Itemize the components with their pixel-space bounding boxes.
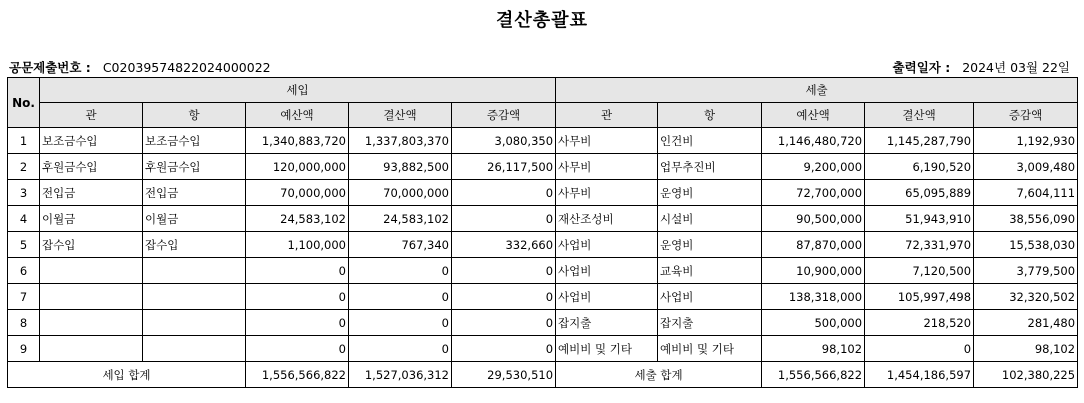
income-settlement: 24,583,102 bbox=[349, 206, 452, 232]
income-diff: 0 bbox=[452, 180, 556, 206]
expense-gwan: 사업비 bbox=[556, 232, 658, 258]
expense-gwan: 사무비 bbox=[556, 128, 658, 154]
header-income-hang: 항 bbox=[143, 103, 246, 128]
expense-gwan: 사무비 bbox=[556, 180, 658, 206]
income-diff: 0 bbox=[452, 284, 556, 310]
row-no: 7 bbox=[8, 284, 40, 310]
table-row bbox=[8, 180, 1078, 206]
table-row bbox=[8, 154, 1078, 180]
income-gwan: 잡수입 bbox=[40, 232, 143, 258]
expense-diff: 7,604,111 bbox=[974, 180, 1078, 206]
income-budget: 0 bbox=[246, 310, 349, 336]
expense-gwan: 사무비 bbox=[556, 154, 658, 180]
expense-settlement: 6,190,520 bbox=[865, 154, 974, 180]
expense-settlement: 0 bbox=[865, 336, 974, 362]
expense-budget: 138,318,000 bbox=[762, 284, 865, 310]
income-budget: 1,340,883,720 bbox=[246, 128, 349, 154]
submission-number bbox=[9, 58, 271, 76]
expense-diff: 3,009,480 bbox=[974, 154, 1078, 180]
expense-diff: 98,102 bbox=[974, 336, 1078, 362]
income-gwan: 이월금 bbox=[40, 206, 143, 232]
income-settlement: 0 bbox=[349, 336, 452, 362]
group-header-row bbox=[8, 78, 1078, 103]
expense-budget: 98,102 bbox=[762, 336, 865, 362]
table-row bbox=[8, 232, 1078, 258]
row-no: 1 bbox=[8, 128, 40, 154]
row-no: 5 bbox=[8, 232, 40, 258]
expense-settlement: 218,520 bbox=[865, 310, 974, 336]
income-budget: 24,583,102 bbox=[246, 206, 349, 232]
expense-gwan: 잡지출 bbox=[556, 310, 658, 336]
header-income-budget: 예산액 bbox=[246, 103, 349, 128]
expense-total-diff: 102,380,225 bbox=[974, 362, 1078, 388]
expense-settlement: 1,145,287,790 bbox=[865, 128, 974, 154]
header-income: 세입 bbox=[40, 78, 556, 103]
expense-budget: 90,500,000 bbox=[762, 206, 865, 232]
header-expense-settlement: 결산액 bbox=[865, 103, 974, 128]
expense-settlement: 65,095,889 bbox=[865, 180, 974, 206]
income-hang: 이월금 bbox=[143, 206, 246, 232]
row-no: 8 bbox=[8, 310, 40, 336]
income-budget: 120,000,000 bbox=[246, 154, 349, 180]
header-expense-gwan: 관 bbox=[556, 103, 658, 128]
header-expense-budget: 예산액 bbox=[762, 103, 865, 128]
income-total-settlement: 1,527,036,312 bbox=[349, 362, 452, 388]
income-budget: 1,100,000 bbox=[246, 232, 349, 258]
expense-total-budget: 1,556,566,822 bbox=[762, 362, 865, 388]
expense-hang: 업무추진비 bbox=[658, 154, 762, 180]
header-income-diff: 증감액 bbox=[452, 103, 556, 128]
income-gwan bbox=[40, 284, 143, 310]
income-hang: 전입금 bbox=[143, 180, 246, 206]
submission-number-value: C02039574822024000022 bbox=[102, 60, 271, 75]
expense-diff: 38,556,090 bbox=[974, 206, 1078, 232]
expense-diff: 281,480 bbox=[974, 310, 1078, 336]
header-expense: 세출 bbox=[556, 78, 1078, 103]
expense-gwan: 사업비 bbox=[556, 284, 658, 310]
income-diff: 26,117,500 bbox=[452, 154, 556, 180]
expense-hang: 시설비 bbox=[658, 206, 762, 232]
expense-gwan: 예비비 및 기타 bbox=[556, 336, 658, 362]
income-hang bbox=[143, 336, 246, 362]
submission-number-label: 공문제출번호 : bbox=[9, 60, 91, 75]
expense-hang: 인건비 bbox=[658, 128, 762, 154]
income-diff: 0 bbox=[452, 310, 556, 336]
income-settlement: 0 bbox=[349, 284, 452, 310]
settlement-summary-table bbox=[7, 77, 1078, 388]
row-no: 4 bbox=[8, 206, 40, 232]
expense-diff: 1,192,930 bbox=[974, 128, 1078, 154]
income-settlement: 0 bbox=[349, 310, 452, 336]
print-date bbox=[893, 58, 1070, 76]
income-hang: 보조금수입 bbox=[143, 128, 246, 154]
header-expense-diff: 증감액 bbox=[974, 103, 1078, 128]
header-expense-hang: 항 bbox=[658, 103, 762, 128]
income-gwan: 보조금수입 bbox=[40, 128, 143, 154]
expense-budget: 10,900,000 bbox=[762, 258, 865, 284]
table-row bbox=[8, 128, 1078, 154]
expense-settlement: 105,997,498 bbox=[865, 284, 974, 310]
header-income-settlement: 결산액 bbox=[349, 103, 452, 128]
header-no: No. bbox=[8, 78, 40, 128]
expense-total-label: 세출 합계 bbox=[556, 362, 762, 388]
print-date-value: 2024년 03월 22일 bbox=[962, 60, 1070, 75]
income-settlement: 0 bbox=[349, 258, 452, 284]
income-total-diff: 29,530,510 bbox=[452, 362, 556, 388]
income-total-budget: 1,556,566,822 bbox=[246, 362, 349, 388]
expense-hang: 운영비 bbox=[658, 232, 762, 258]
income-budget: 70,000,000 bbox=[246, 180, 349, 206]
income-hang bbox=[143, 284, 246, 310]
row-no: 9 bbox=[8, 336, 40, 362]
expense-gwan: 사업비 bbox=[556, 258, 658, 284]
income-settlement: 767,340 bbox=[349, 232, 452, 258]
page-title: 결산총괄표 bbox=[496, 10, 588, 31]
income-settlement: 1,337,803,370 bbox=[349, 128, 452, 154]
income-settlement: 93,882,500 bbox=[349, 154, 452, 180]
income-diff: 3,080,350 bbox=[452, 128, 556, 154]
expense-hang: 잡지출 bbox=[658, 310, 762, 336]
income-gwan: 후원금수입 bbox=[40, 154, 143, 180]
row-no: 3 bbox=[8, 180, 40, 206]
expense-settlement: 7,120,500 bbox=[865, 258, 974, 284]
expense-budget: 500,000 bbox=[762, 310, 865, 336]
table-row bbox=[8, 206, 1078, 232]
expense-budget: 9,200,000 bbox=[762, 154, 865, 180]
expense-budget: 87,870,000 bbox=[762, 232, 865, 258]
expense-settlement: 72,331,970 bbox=[865, 232, 974, 258]
income-diff: 0 bbox=[452, 258, 556, 284]
income-gwan bbox=[40, 310, 143, 336]
income-budget: 0 bbox=[246, 336, 349, 362]
income-hang bbox=[143, 310, 246, 336]
expense-diff: 3,779,500 bbox=[974, 258, 1078, 284]
income-gwan bbox=[40, 336, 143, 362]
expense-budget: 1,146,480,720 bbox=[762, 128, 865, 154]
expense-settlement: 51,943,910 bbox=[865, 206, 974, 232]
expense-hang: 운영비 bbox=[658, 180, 762, 206]
income-budget: 0 bbox=[246, 284, 349, 310]
expense-gwan: 재산조성비 bbox=[556, 206, 658, 232]
expense-budget: 72,700,000 bbox=[762, 180, 865, 206]
expense-diff: 15,538,030 bbox=[974, 232, 1078, 258]
expense-hang: 예비비 및 기타 bbox=[658, 336, 762, 362]
income-hang bbox=[143, 258, 246, 284]
income-diff: 0 bbox=[452, 206, 556, 232]
column-header-row bbox=[8, 103, 1078, 128]
expense-diff: 32,320,502 bbox=[974, 284, 1078, 310]
print-date-label: 출력일자 : bbox=[892, 60, 951, 75]
header-income-gwan: 관 bbox=[40, 103, 143, 128]
table-row bbox=[8, 336, 1078, 362]
table-row bbox=[8, 284, 1078, 310]
income-budget: 0 bbox=[246, 258, 349, 284]
income-hang: 후원금수입 bbox=[143, 154, 246, 180]
table-row bbox=[8, 310, 1078, 336]
income-diff: 0 bbox=[452, 336, 556, 362]
expense-hang: 교육비 bbox=[658, 258, 762, 284]
row-no: 2 bbox=[8, 154, 40, 180]
row-no: 6 bbox=[8, 258, 40, 284]
expense-total-settlement: 1,454,186,597 bbox=[865, 362, 974, 388]
income-gwan: 전입금 bbox=[40, 180, 143, 206]
income-hang: 잡수입 bbox=[143, 232, 246, 258]
expense-hang: 사업비 bbox=[658, 284, 762, 310]
income-settlement: 70,000,000 bbox=[349, 180, 452, 206]
income-total-label: 세입 합계 bbox=[8, 362, 246, 388]
table-row bbox=[8, 258, 1078, 284]
income-diff: 332,660 bbox=[452, 232, 556, 258]
income-gwan bbox=[40, 258, 143, 284]
totals-row bbox=[8, 362, 1078, 388]
